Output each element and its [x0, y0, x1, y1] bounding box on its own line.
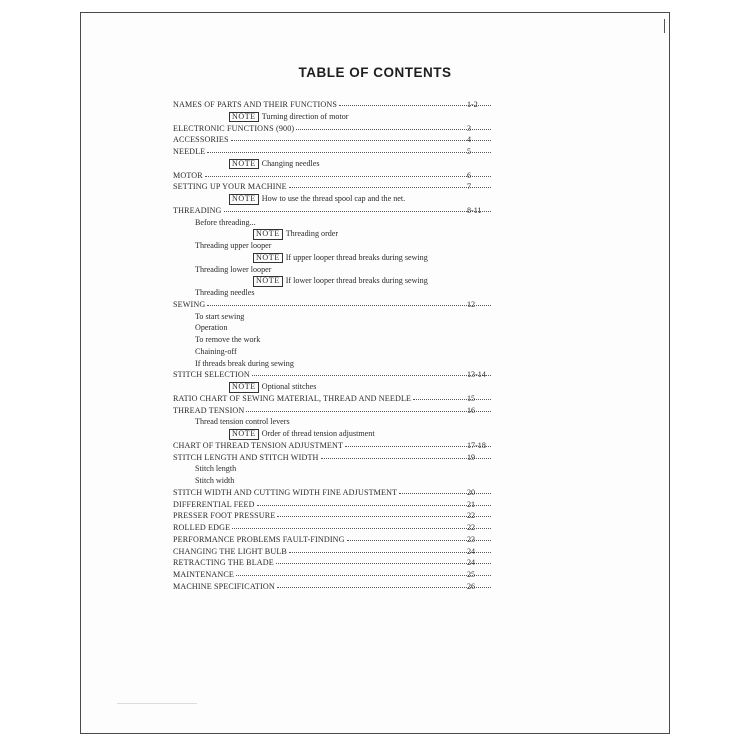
toc-note — [229, 193, 405, 205]
dot-leader — [207, 299, 491, 306]
toc-entry-title: NAMES OF PARTS AND THEIR FUNCTIONS — [173, 100, 338, 109]
toc-entry-title: THREAD TENSION — [173, 405, 245, 415]
document-page — [80, 12, 670, 734]
note-label-box: NOTE — [229, 194, 259, 205]
note-label-box: NOTE — [253, 276, 283, 287]
toc-page-number: 21 — [467, 499, 476, 509]
toc-entry-title: PRESSER FOOT PRESSURE — [173, 511, 276, 521]
toc-entry-title: SEWING — [173, 299, 206, 309]
toc-row — [173, 546, 593, 558]
toc-entry-title: RATIO CHART OF SEWING MATERIAL, THREAD AND NEEDLE — [173, 393, 412, 403]
toc-row — [173, 428, 593, 440]
toc-subentry: Operation — [195, 323, 228, 333]
toc-entry — [173, 99, 493, 111]
toc-note-text: Changing needles — [261, 158, 320, 168]
toc-page-number: 25 — [467, 570, 476, 579]
toc-row — [173, 510, 593, 522]
dot-leader — [413, 393, 491, 400]
toc-entry-title: NEEDLE — [173, 147, 206, 156]
dot-leader — [232, 522, 491, 529]
toc-row — [173, 205, 593, 217]
toc-subentry: Threading lower looper — [195, 264, 272, 274]
toc-page-number: 12 — [467, 299, 476, 309]
toc-entry-title: MOTOR — [173, 170, 203, 180]
toc-note — [253, 252, 428, 264]
toc-row — [173, 123, 593, 135]
toc-row — [173, 405, 593, 417]
toc-entry-title: STITCH LENGTH AND STITCH WIDTH — [173, 452, 319, 462]
toc-entry-title: MACHINE SPECIFICATION — [173, 581, 275, 591]
toc-row — [173, 499, 593, 511]
toc-row — [173, 299, 593, 311]
dot-leader — [277, 510, 491, 517]
toc-entry — [173, 534, 493, 546]
toc-subentry: Stitch length — [195, 464, 237, 474]
toc-page-number: 8-11 — [467, 205, 482, 215]
toc-row — [173, 557, 593, 569]
toc-page-number: 22 — [467, 511, 476, 521]
toc-row — [173, 134, 593, 146]
dot-leader — [277, 581, 491, 588]
toc-note-text: Order of thread tension adjustment — [261, 429, 375, 438]
toc-subentry: Before threading... — [195, 217, 256, 227]
toc-row — [173, 393, 593, 405]
toc-entry-title: MAINTENANCE — [173, 570, 234, 579]
toc-entry — [173, 546, 493, 558]
toc-row — [173, 487, 593, 499]
dot-leader — [257, 499, 491, 506]
toc-subentry: To remove the work — [195, 335, 261, 344]
scan-artifact — [117, 703, 197, 704]
toc-row — [173, 416, 593, 428]
toc-entry — [173, 452, 493, 464]
toc-entry — [173, 205, 493, 217]
toc-entry — [173, 440, 493, 452]
toc-entry-title: SETTING UP YOUR MACHINE — [173, 182, 287, 192]
dot-leader — [321, 452, 491, 459]
toc-entry — [173, 134, 493, 146]
dot-leader — [224, 205, 491, 212]
toc-entry-title: STITCH SELECTION — [173, 370, 250, 380]
toc-entry — [173, 405, 493, 417]
toc-row — [173, 358, 593, 370]
toc-entry-title: CHANGING THE LIGHT BULB — [173, 546, 287, 556]
toc-row — [173, 381, 593, 393]
toc-entry — [173, 393, 493, 405]
toc-note-text: Optional stitches — [261, 382, 317, 391]
dot-leader — [296, 123, 491, 130]
toc-note — [229, 381, 316, 393]
toc-page-number: 24 — [467, 558, 476, 568]
note-label-box: NOTE — [253, 229, 283, 240]
toc-row — [173, 111, 593, 123]
dot-leader — [236, 569, 491, 576]
toc-row — [173, 158, 593, 170]
toc-note — [253, 275, 428, 287]
toc-entry-title: DIFFERENTIAL FEED — [173, 499, 255, 509]
toc-row — [173, 440, 593, 452]
toc-row — [173, 581, 593, 593]
toc-page-number: 26 — [467, 581, 476, 591]
toc-row — [173, 170, 593, 182]
toc-entry-title: CHART OF THREAD TENSION ADJUSTMENT — [173, 440, 344, 450]
note-label-box: NOTE — [229, 112, 259, 123]
dot-leader — [276, 557, 491, 564]
toc-row — [173, 146, 593, 158]
toc-entry — [173, 581, 493, 593]
toc-row — [173, 463, 593, 475]
toc-row — [173, 475, 593, 487]
toc-entry-title: RETRACTING THE BLADE — [173, 558, 274, 568]
toc-note-text: If lower looper thread breaks during sewing — [285, 276, 428, 286]
toc-page-number: 5 — [467, 147, 472, 156]
toc-row — [173, 275, 593, 287]
toc-page-number: 20 — [467, 487, 476, 497]
toc-entry-title: PERFORMANCE PROBLEMS FAULT-FINDING — [173, 534, 345, 544]
toc-subentry: Thread tension control levers — [195, 417, 290, 427]
note-label-box: NOTE — [253, 253, 283, 264]
toc-note — [229, 428, 375, 440]
toc-row — [173, 287, 593, 299]
toc-row — [173, 569, 593, 581]
toc-row — [173, 322, 593, 334]
note-label-box: NOTE — [229, 159, 259, 170]
toc-row — [173, 452, 593, 464]
toc-row — [173, 181, 593, 193]
toc-entry — [173, 487, 493, 499]
toc-note-text: Turning direction of motor — [261, 111, 349, 121]
toc-entry — [173, 499, 493, 511]
toc-entry — [173, 569, 493, 581]
toc-entry-title: THREADING — [173, 205, 222, 215]
toc-page-number: 16 — [467, 405, 476, 415]
note-label-box: NOTE — [229, 382, 259, 393]
toc-subentry: If threads break during sewing — [195, 358, 294, 368]
toc-note — [253, 228, 338, 240]
toc-entry-title: ACCESSORIES — [173, 135, 229, 145]
toc-entry — [173, 170, 493, 182]
dot-leader — [289, 181, 491, 188]
toc-subentry: Stitch width — [195, 476, 235, 485]
toc-row — [173, 217, 593, 229]
dot-leader — [231, 134, 491, 141]
toc-row — [173, 264, 593, 276]
toc-row — [173, 369, 593, 381]
toc-page-number: 24 — [467, 546, 476, 556]
toc-page-number: 23 — [467, 534, 476, 544]
toc-row — [173, 522, 593, 534]
toc-entry — [173, 146, 493, 158]
toc-entry — [173, 369, 493, 381]
toc-entry — [173, 299, 493, 311]
toc-page-number: 19 — [467, 452, 476, 462]
toc-entry-title: ROLLED EDGE — [173, 523, 231, 532]
toc-row — [173, 311, 593, 323]
note-label-box: NOTE — [229, 429, 259, 440]
toc-subentry: Threading upper looper — [195, 241, 272, 250]
toc-subentry: To start sewing — [195, 311, 245, 321]
toc-entry-title: STITCH WIDTH AND CUTTING WIDTH FINE ADJUSTMENT — [173, 487, 398, 497]
dot-leader — [207, 146, 491, 153]
toc-entry — [173, 181, 493, 193]
toc-note — [229, 158, 320, 170]
toc-entry-title: ELECTRONIC FUNCTIONS (900) — [173, 123, 295, 133]
toc-page-number: 3 — [467, 123, 472, 133]
toc-row — [173, 240, 593, 252]
toc-row — [173, 99, 593, 111]
toc-page-number: 17-18 — [467, 440, 486, 450]
page-title: TABLE OF CONTENTS — [298, 65, 452, 80]
dot-leader — [252, 369, 491, 376]
toc-subentry: Chaining-off — [195, 346, 237, 356]
toc-page-number: 6 — [467, 170, 472, 180]
margin-tick-mark — [664, 19, 665, 33]
toc-row — [173, 193, 593, 205]
toc-row — [173, 334, 593, 346]
toc-page-number: 13-14 — [467, 370, 486, 380]
toc-subentry: Threading needles — [195, 288, 255, 297]
toc-row — [173, 346, 593, 358]
toc-page-number: 7 — [467, 182, 472, 192]
toc-note — [229, 111, 348, 123]
dot-leader — [246, 405, 491, 412]
toc-entry — [173, 522, 493, 534]
toc-note-text: How to use the thread spool cap and the net. — [261, 194, 406, 203]
toc-page-number: 4 — [467, 135, 472, 145]
table-of-contents — [173, 99, 593, 593]
toc-row — [173, 252, 593, 264]
toc-row — [173, 228, 593, 240]
dot-leader — [399, 487, 491, 494]
toc-page-number: 1-2 — [467, 100, 478, 109]
toc-note-text: If upper looper thread breaks during sewing — [285, 252, 428, 262]
toc-entry — [173, 510, 493, 522]
toc-page-number: 22 — [467, 523, 476, 532]
toc-row — [173, 534, 593, 546]
toc-note-text: Threading order — [285, 229, 339, 239]
toc-entry — [173, 557, 493, 569]
toc-entry — [173, 123, 493, 135]
dot-leader — [205, 170, 491, 177]
dot-leader — [289, 546, 491, 553]
toc-page-number: 15 — [467, 393, 476, 403]
